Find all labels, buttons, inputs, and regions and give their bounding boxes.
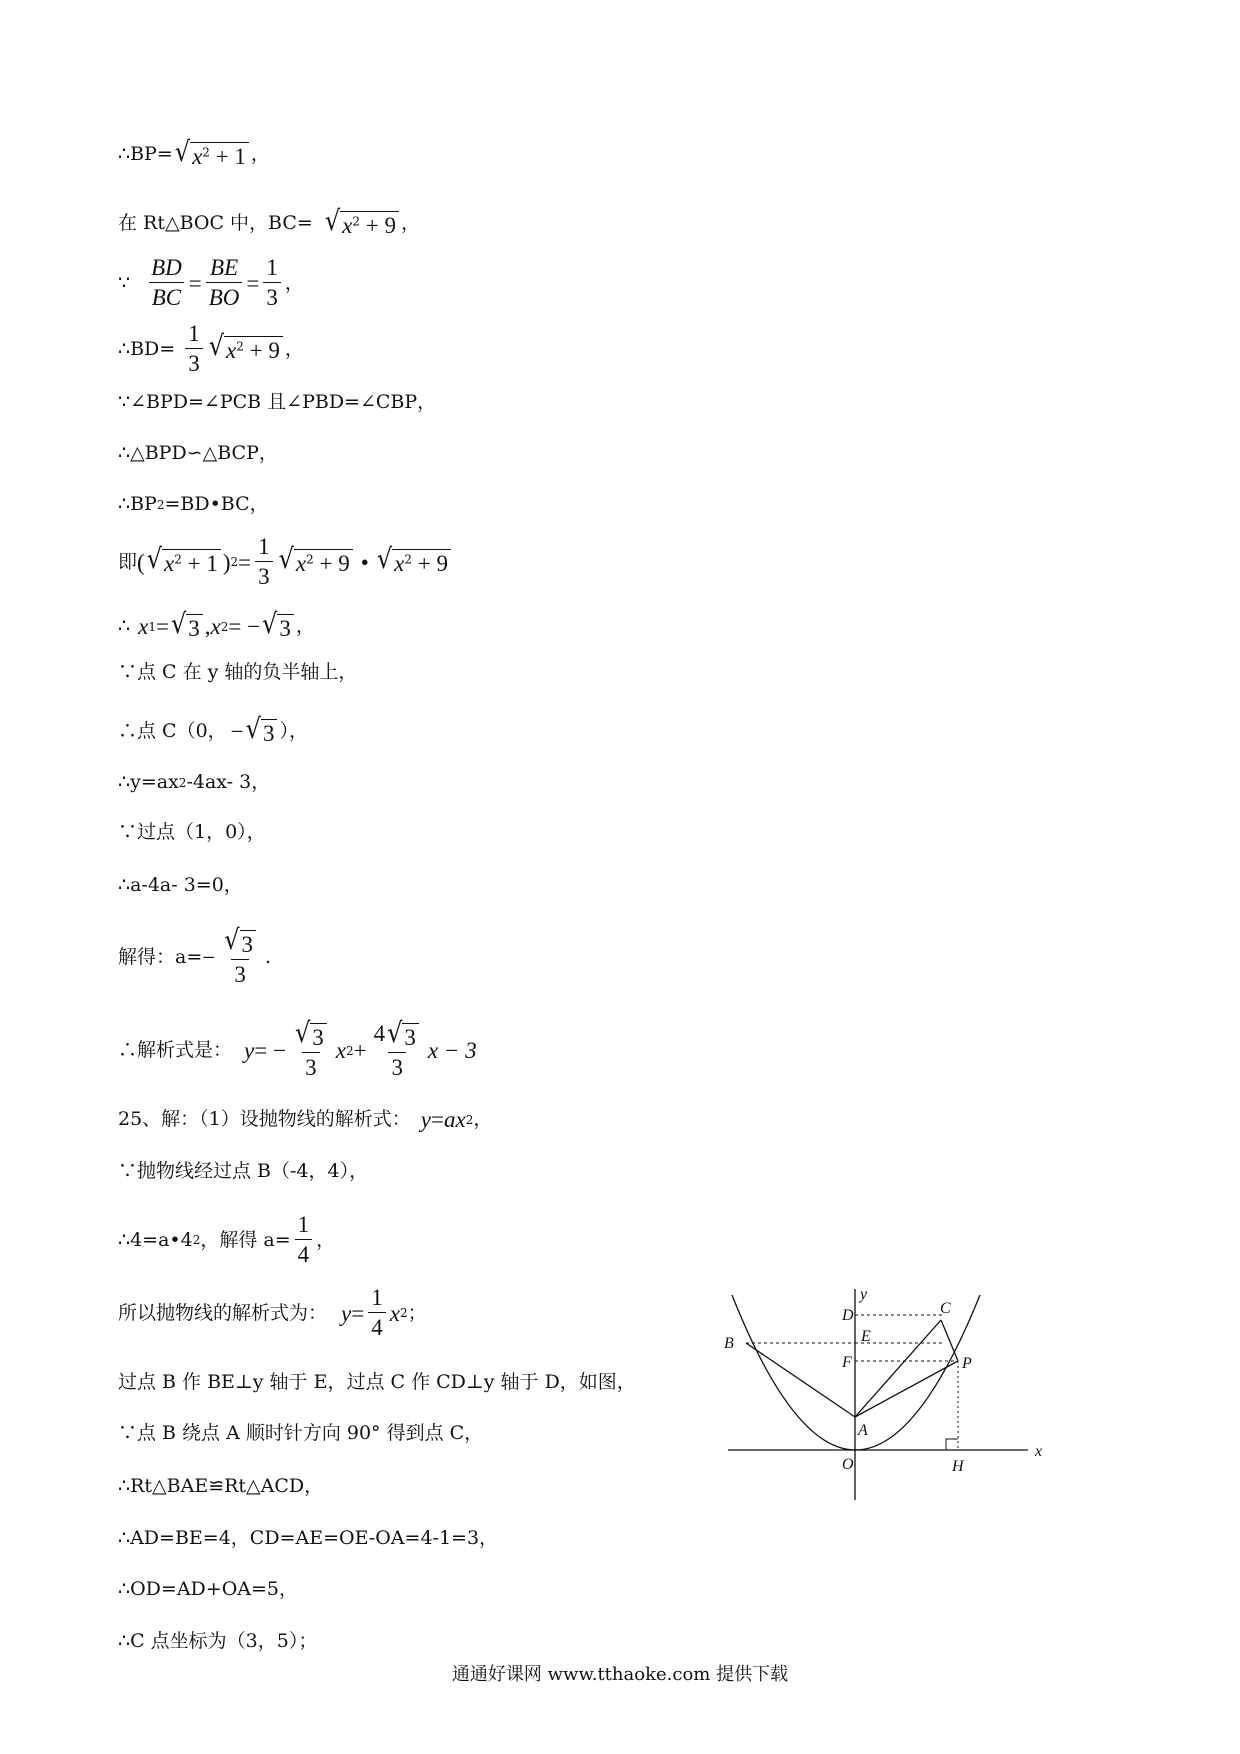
fraction: 4 √ 3 3 — [371, 1021, 424, 1080]
line-rotation: ∵点 B 绕点 A 顺时针方向 90° 得到点 C， — [118, 1422, 484, 1444]
sqrt: √ $x^2 + 9$ — [325, 209, 399, 238]
fraction: $\frac{1}{4}$ — [295, 1213, 313, 1267]
line-q25: 25、解：（1）设抛物线的解析式： y = ax 2 ， — [118, 1107, 493, 1132]
svg-text:H: H — [952, 1458, 964, 1475]
line-congruent: ∴Rt△BAE≌Rt△ACD， — [118, 1475, 324, 1497]
line-od: ∴OD=AD+OA=5， — [118, 1578, 298, 1600]
fraction: $\frac{1}{3}$ — [185, 322, 203, 376]
line-construction: 过点 B 作 BE⊥y 轴于 E，过点 C 作 CD⊥y 轴于 D，如图， — [118, 1371, 636, 1393]
line-point-c: ∴点 C（0， − √ 3 ）， — [118, 712, 308, 746]
svg-text:C: C — [940, 1300, 951, 1317]
svg-text:O: O — [842, 1456, 854, 1473]
parabola-curve — [732, 1295, 980, 1450]
svg-text:x: x — [1035, 1443, 1043, 1460]
line-solve-a2: ∴4=a•4 2 ，解得 a= $\frac{1}{4}$ ， — [118, 1212, 336, 1268]
fraction: √ 3 3 — [219, 928, 261, 987]
line-ad-be: ∴AD=BE=4，CD=AE=OE-OA=4-1=3， — [118, 1527, 499, 1549]
sqrt: √ 3 — [246, 717, 278, 746]
line-y-expr: ∴y=ax 2 -4ax- 3， — [118, 771, 271, 793]
footer: 通通好课网 www.tthaoke.com 提供下载 — [451, 1664, 789, 1685]
segment-ba — [746, 1343, 855, 1417]
line-equation: 即 ( √ $x^2 + 1$ ) 2 = $\frac{1}{3}$ √ $x^2 + 9$ • √ $x^2 + 9$ — [118, 535, 453, 589]
right-angle-mark — [946, 1439, 958, 1450]
sqrt: √ $x^2 + 9$ — [377, 547, 451, 576]
svg-text:P: P — [962, 1355, 972, 1372]
fraction: √ 3 3 — [290, 1021, 332, 1080]
parabola-figure — [718, 1285, 1048, 1505]
sqrt: √ 3 — [171, 612, 203, 641]
line-similar: ∴△BPD∽△BCP， — [118, 442, 278, 464]
sqrt: √ $x^2 + 1$ — [147, 547, 221, 576]
line-bp-squared: ∴BP 2 =BD•BC， — [118, 493, 269, 515]
line-bc: 在 Rt△BOC 中，BC= √ $x^2 + 9$ ， — [118, 204, 420, 238]
line-solve-a: 解得：a= − √ 3 3 . — [118, 923, 272, 988]
svg-text:D: D — [842, 1307, 854, 1324]
svg-text:y: y — [860, 1286, 868, 1303]
sqrt: √ $x^2 + 9$ — [279, 547, 353, 576]
line-angles: ∵∠BPD=∠PCB 且∠PBD=∠CBP， — [118, 391, 437, 413]
line-c-on-axis: ∵点 C 在 y 轴的负半轴上， — [118, 661, 358, 683]
line-through-point: ∵过点（1，0）， — [118, 821, 266, 843]
segment-cp — [941, 1320, 958, 1361]
line-parabola: 所以抛物线的解析式为： y = $\frac{1}{4}$ x 2 ； — [118, 1285, 427, 1341]
fraction: $\frac{1}{4}$ — [368, 1286, 386, 1340]
fraction: $\frac{BE}{BO}$ — [206, 256, 243, 310]
line-a-eq: ∴a-4a- 3=0， — [118, 874, 243, 896]
svg-text:B: B — [724, 1335, 734, 1352]
sqrt: √ $x^2 + 9$ — [209, 334, 283, 363]
sqrt: √ 3 — [262, 612, 294, 641]
line-bd: ∴BD= $\frac{1}{3}$ √ $x^2 + 9$ ， — [118, 321, 304, 377]
line-roots: ∴ x 1 = √ 3 , x 2 = − √ 3 ， — [118, 607, 315, 641]
fraction: $\frac{1}{3}$ — [255, 535, 273, 589]
line-c-coord: ∴C 点坐标为（3，5）； — [118, 1630, 318, 1652]
sqrt: √ $x^2 + 1$ — [175, 140, 249, 169]
line-expression: ∴解析式是： y = − √ 3 3 x 2 + 4 √ 3 3 x − 3 — [118, 1016, 477, 1081]
svg-text:F: F — [842, 1354, 852, 1371]
line-ratio: ∵ $\frac{BD}{BC}$ = $\frac{BE}{BO}$ = $\frac{1}{3}$ ， — [118, 255, 304, 311]
fraction: $\frac{1}{3}$ — [263, 256, 281, 310]
line-bp: ∴BP= √ $x^2 + 1$ ， — [118, 135, 270, 169]
line-through-b: ∵抛物线经过点 B（-4，4）， — [118, 1160, 369, 1182]
fraction: $\frac{BD}{BC}$ — [148, 256, 185, 310]
segment-ap — [855, 1361, 958, 1417]
svg-text:E: E — [861, 1328, 871, 1345]
svg-text:A: A — [858, 1422, 868, 1439]
